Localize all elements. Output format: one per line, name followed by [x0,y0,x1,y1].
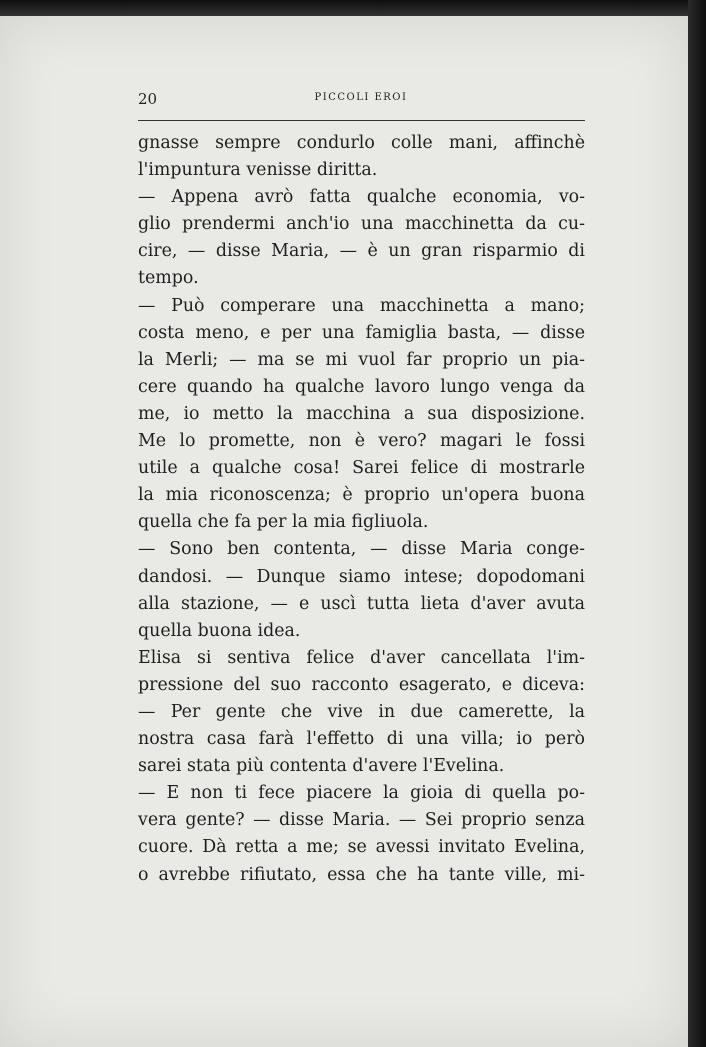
page-header [138,90,584,114]
text-line: cere quando ha qualche lavoro lungo venga da [138,376,585,397]
text-line: Elisa si sentiva felice d'aver cancellata l'im- [138,647,585,668]
text-line: l'impuntura venisse diritta. [138,160,378,181]
text-line: pressione del suo racconto esagerato, e diceva: [138,674,585,695]
running-title: PICCOLI EROI [314,92,408,103]
book-spine [688,0,706,1047]
text-line: nostra casa farà l'effetto di una villa; io però [138,729,585,750]
text-line: vera gente? — disse Maria. — Sei proprio senza [138,810,585,831]
text-line: cuore. Dà retta a me; se avessi invitato Evelina, [138,837,585,858]
text-line: cire, — disse Maria, — è un gran risparmio di [138,241,585,262]
text-line: la Merli; — ma se mi vuol far proprio un pia- [138,349,585,370]
text-line: — Sono ben contenta, — disse Maria conge- [138,539,585,560]
text-line: dandosi. — Dunque siamo intese; dopodomani [138,566,585,587]
text-line: la mia riconoscenza; è proprio un'opera buona [138,485,585,506]
book-edge-top [0,0,706,16]
text-line: alla stazione, — e uscì tutta lieta d'aver avuta [138,593,585,614]
text-line: — Per gente che vive in due camerette, la [138,701,585,722]
text-line: costa meno, e per una famiglia basta, — disse [138,322,585,343]
text-line: o avrebbe rifiutato, essa che ha tante ville, mi- [138,864,585,885]
text-line: quella che fa per la mia figliuola. [138,512,429,533]
text-line: utile a qualche cosa! Sarei felice di mostrarle [138,458,585,479]
text-line: tempo. [138,268,199,289]
text-line: me, io metto la macchina a sua disposizione. [138,403,585,424]
body-text [138,130,585,889]
text-line: sarei stata più contenta d'avere l'Evelina. [138,756,505,777]
text-line: — Può comperare una macchinetta a mano; [138,295,585,316]
text-line: gnasse sempre condurlo colle mani, affinchè [138,133,585,153]
header-rule [138,120,585,121]
text-line: quella buona idea. [138,620,301,641]
page-number: 20 [138,90,158,108]
text-line: glio prendermi anch'io una macchinetta da cu- [138,214,585,235]
text-line: — Appena avrò fatta qualche economia, vo- [138,187,585,208]
text-line: — E non ti fece piacere la gioia di quella po- [138,783,585,804]
text-line: Me lo promette, non è vero? magari le fossi [138,431,585,452]
